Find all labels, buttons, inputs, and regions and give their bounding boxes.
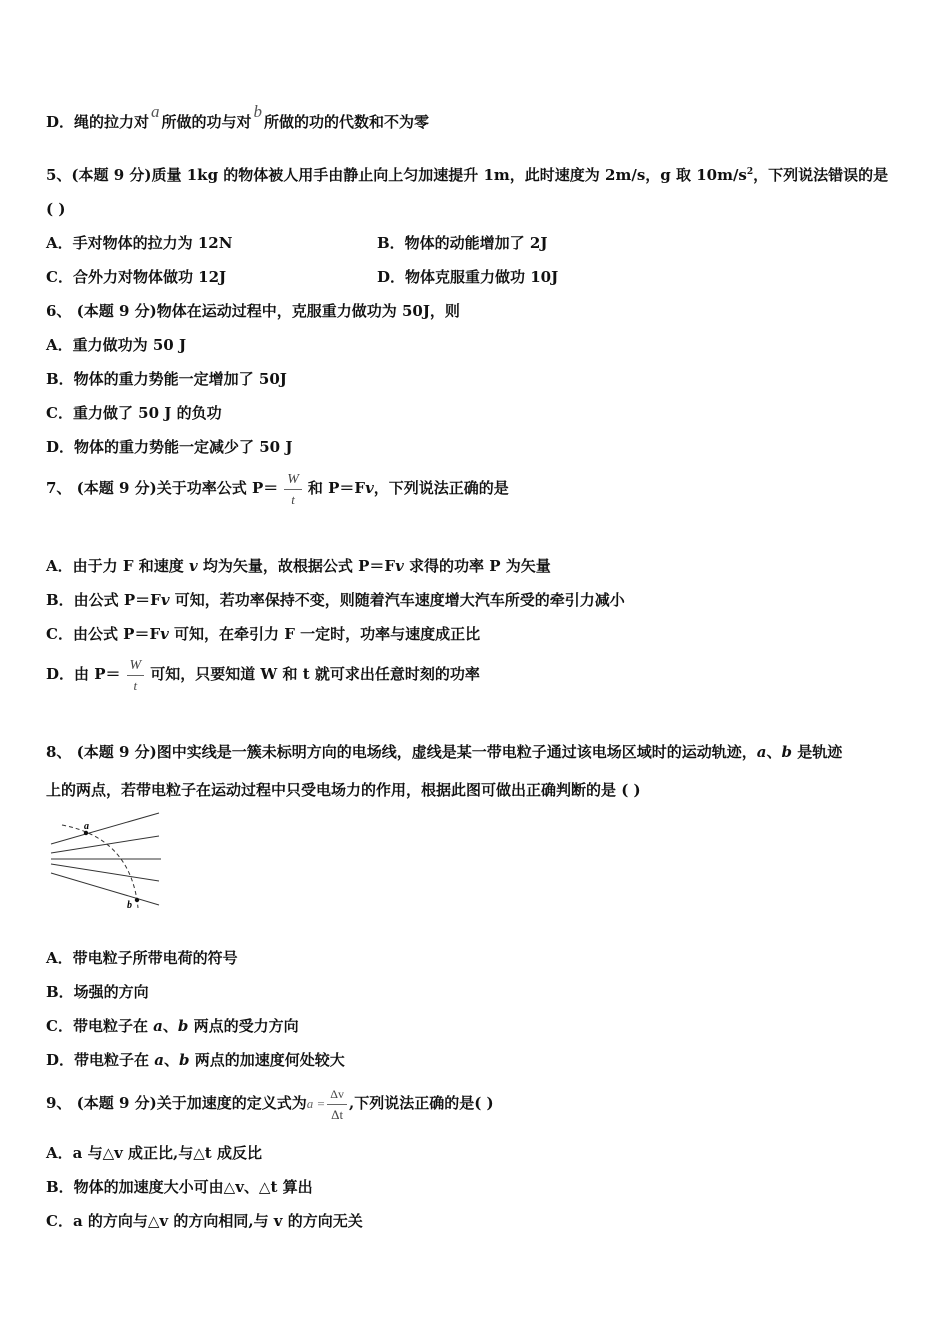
q7-opta-v2: v <box>395 557 404 575</box>
q9-option-b: B．物体的加速度大小可由△v、△t 算出 <box>46 1178 313 1196</box>
q8-option-b: B．场强的方向 <box>46 983 149 1001</box>
q7-stem <box>46 470 509 507</box>
q8-sep: 、 <box>766 743 782 761</box>
frac-den-d: t <box>133 677 138 693</box>
q9-stem <box>46 1081 494 1126</box>
q7-stem-v: v <box>365 479 374 497</box>
q4-optd-pre: D．绳的拉力对 <box>46 113 150 131</box>
q8-optc-sep: 、 <box>162 1017 178 1035</box>
q7-stem-mid: 和 P＝F <box>307 479 366 497</box>
q8-b: b <box>781 743 792 761</box>
accel-fraction <box>327 1087 347 1122</box>
q8-optd-sep: 、 <box>163 1051 179 1069</box>
q9-option-a: A．a 与△v 成正比,与△t 成反比 <box>46 1144 262 1162</box>
frac-num-d: W <box>127 658 145 676</box>
q6-option-a: A．重力做功为 50 J <box>46 336 187 354</box>
q9-option-c: C．a 的方向与△v 的方向相同,与 v 的方向无关 <box>46 1212 363 1230</box>
q8-option-d <box>46 1050 345 1070</box>
q7-optc-post: 可知，在牵引力 F 一定时，功率与速度成正比 <box>168 625 481 643</box>
var-b: b <box>253 102 263 121</box>
q4-optd-mid: 所做的功与对 <box>161 113 252 131</box>
q9-stem-post: ,下列说法正确的是( ) <box>349 1094 494 1112</box>
q4-optd-post: 所做的功的代数和不为零 <box>264 113 430 131</box>
q5-stem-sup: 2 <box>746 167 754 177</box>
point-b <box>135 898 139 902</box>
q7-stem-post: ，下列说法正确的是 <box>373 479 509 497</box>
q6-stem: 6、 (本题 9 分)物体在运动过程中，克服重力做功为 50J，则 <box>46 302 460 320</box>
q7-opta-mid: 均为矢量，故根据公式 P＝F <box>197 557 396 575</box>
q8-a: a <box>756 743 767 761</box>
q7-optb-v: v <box>160 591 170 609</box>
q7-option-a <box>46 556 551 576</box>
q8-option-a: A．带电粒子所带电荷的符号 <box>46 949 238 967</box>
q8-optd-pre: D．带电粒子在 <box>46 1051 155 1069</box>
q7-optb-post: 可知，若功率保持不变，则随着汽车速度增大汽车所受的牵引力减小 <box>169 591 625 609</box>
q7-opta-v: v <box>188 557 198 575</box>
field-line-1 <box>51 813 159 844</box>
q8-stem-line2: 上的两点，若带电粒子在运动过程中只受电场力的作用，根据此图可做出正确判断的是 ( ) <box>46 781 641 799</box>
q8-optc-b: b <box>177 1017 189 1035</box>
q7-stem-pre: 7、 (本题 9 分)关于功率公式 P＝ <box>46 479 279 497</box>
q7-opta-post: 求得的功率 P 为矢量 <box>403 557 551 575</box>
q7-opta-pre: A．由于力 F 和速度 <box>46 557 189 575</box>
field-line-4 <box>51 864 159 881</box>
q6-option-b: B．物体的重力势能一定增加了 50J <box>46 370 287 388</box>
q8-optd-post: 两点的加速度何处较大 <box>189 1051 345 1069</box>
q7-optd-post: 可知，只要知道 W 和 t 就可求出任意时刻的功率 <box>150 665 480 683</box>
q5-stem-b: ，下列说法错误的是 <box>753 166 889 184</box>
q9-stem-pre: 9、 (本题 9 分)关于加速度的定义式为 <box>46 1094 307 1112</box>
q5-stem <box>46 162 888 185</box>
q6-option-c: C．重力做了 50 J 的负功 <box>46 404 222 422</box>
q5-option-c: C．合外力对物体做功 12J <box>46 268 227 286</box>
q4-option-d <box>46 102 430 132</box>
accel-frac-num: Δv <box>327 1087 347 1105</box>
q8-optd-b: b <box>178 1051 190 1069</box>
q7-optc-pre: C．由公式 P＝F <box>46 625 161 643</box>
electric-field-figure <box>46 808 168 914</box>
point-b-label: b <box>127 900 132 911</box>
q7-optb-pre: B．由公式 P＝F <box>46 591 161 609</box>
q8-stem-post: 是轨迹 <box>792 743 843 761</box>
q7-optd-pre: D．由 P＝ <box>46 665 121 683</box>
q8-stem-line1 <box>46 742 842 762</box>
q7-optc-v: v <box>160 625 169 643</box>
frac-den: t <box>291 491 295 507</box>
q8-optc-pre: C．带电粒子在 <box>46 1017 154 1035</box>
accel-formula-lhs: a = <box>306 1096 326 1111</box>
power-fraction <box>284 472 302 507</box>
q8-option-c <box>46 1016 299 1036</box>
q5-blank: ( ) <box>46 200 66 218</box>
q8-optc-a: a <box>153 1017 163 1035</box>
var-a: a <box>151 102 160 121</box>
accel-frac-den: Δt <box>331 1106 344 1122</box>
q5-option-d: D．物体克服重力做功 10J <box>377 268 559 286</box>
q5-stem-a: 5、(本题 9 分)质量 1kg 的物体被人用手由静止向上匀加速提升 1m，此时速度为 2m/s，g 取 10m/s <box>46 166 747 184</box>
q5-option-b: B．物体的动能增加了 2J <box>377 234 548 252</box>
point-a-label: a <box>84 821 89 832</box>
q5-option-a: A．手对物体的拉力为 12N <box>46 234 233 252</box>
frac-num: W <box>284 472 302 490</box>
q7-option-b <box>46 590 625 610</box>
q7-option-c <box>46 624 480 644</box>
q7-option-d <box>46 656 480 693</box>
q8-optc-post: 两点的受力方向 <box>188 1017 299 1035</box>
q6-option-d: D．物体的重力势能一定减少了 50 J <box>46 438 293 456</box>
power-fraction-d <box>127 658 145 693</box>
q8-optd-a: a <box>154 1051 164 1069</box>
field-line-2 <box>51 836 159 853</box>
field-line-5 <box>51 873 159 905</box>
q8-stem-pre: 8、 (本题 9 分)图中实线是一簇未标明方向的电场线，虚线是某一带电粒子通过该电场区域时的运动轨迹， <box>46 743 757 761</box>
